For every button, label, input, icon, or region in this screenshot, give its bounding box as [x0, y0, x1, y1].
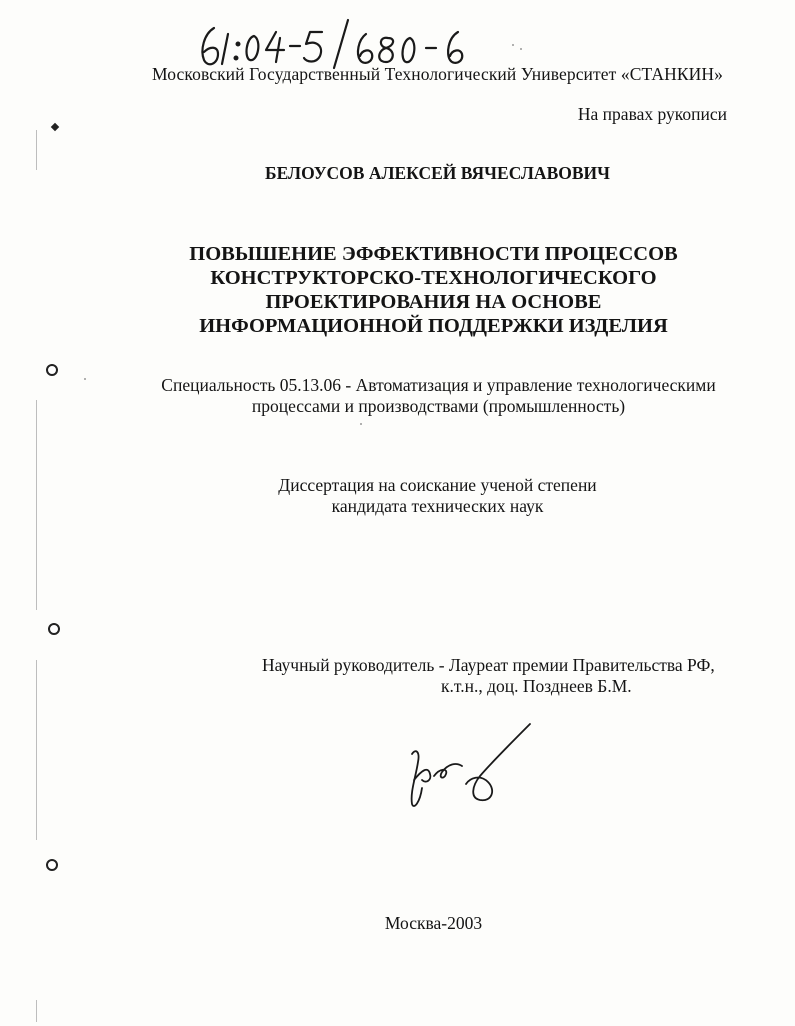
scan-speck	[512, 44, 514, 46]
dissertation-title	[0, 242, 795, 338]
degree-line: Диссертация на соискание ученой степени	[278, 475, 597, 495]
degree-line: кандидата технических наук	[331, 496, 544, 516]
title-line: ПРОЕКТИРОВАНИЯ НА ОСНОВЕ	[265, 291, 602, 313]
scientific-supervisor	[262, 655, 715, 697]
scan-edge-line	[36, 1000, 37, 1022]
binding-hole-mark	[48, 623, 60, 635]
title-line: ПОВЫШЕНИЕ ЭФФЕКТИВНОСТИ ПРОЦЕССОВ	[189, 243, 678, 265]
supervisor-line: к.т.н., доц. Позднеев Б.М.	[441, 676, 632, 696]
author-name: БЕЛОУСОВ АЛЕКСЕЙ ВЯЧЕСЛАВОВИЧ	[265, 163, 610, 183]
title-line: КОНСТРУКТОРСКО-ТЕХНОЛОГИЧЕСКОГО	[210, 267, 657, 289]
manuscript-rights-note: На правах рукописи	[577, 104, 727, 124]
specialty-line: процессами и производствами (промышленность)	[251, 396, 626, 416]
title-line: ИНФОРМАЦИОННОЙ ПОДДЕРЖКИ ИЗДЕЛИЯ	[199, 315, 668, 337]
binding-hole-mark	[46, 859, 58, 871]
specialty-line: Специальность 05.13.06 - Автоматизация и управление технологическими	[161, 375, 716, 395]
scan-edge-line	[36, 660, 37, 840]
binding-hole-mark	[51, 123, 59, 131]
supervisor-line: Научный руководитель - Лауреат премии Правительства РФ,	[262, 655, 715, 675]
degree-statement	[0, 475, 795, 517]
place-and-year: Москва-2003	[384, 913, 483, 933]
specialty-statement	[0, 375, 795, 417]
handwritten-signature	[400, 718, 540, 818]
university-name: Московский Государственный Технологический Университет «СТАНКИН»	[152, 64, 723, 84]
scan-speck	[520, 48, 522, 50]
scan-speck	[360, 423, 362, 425]
